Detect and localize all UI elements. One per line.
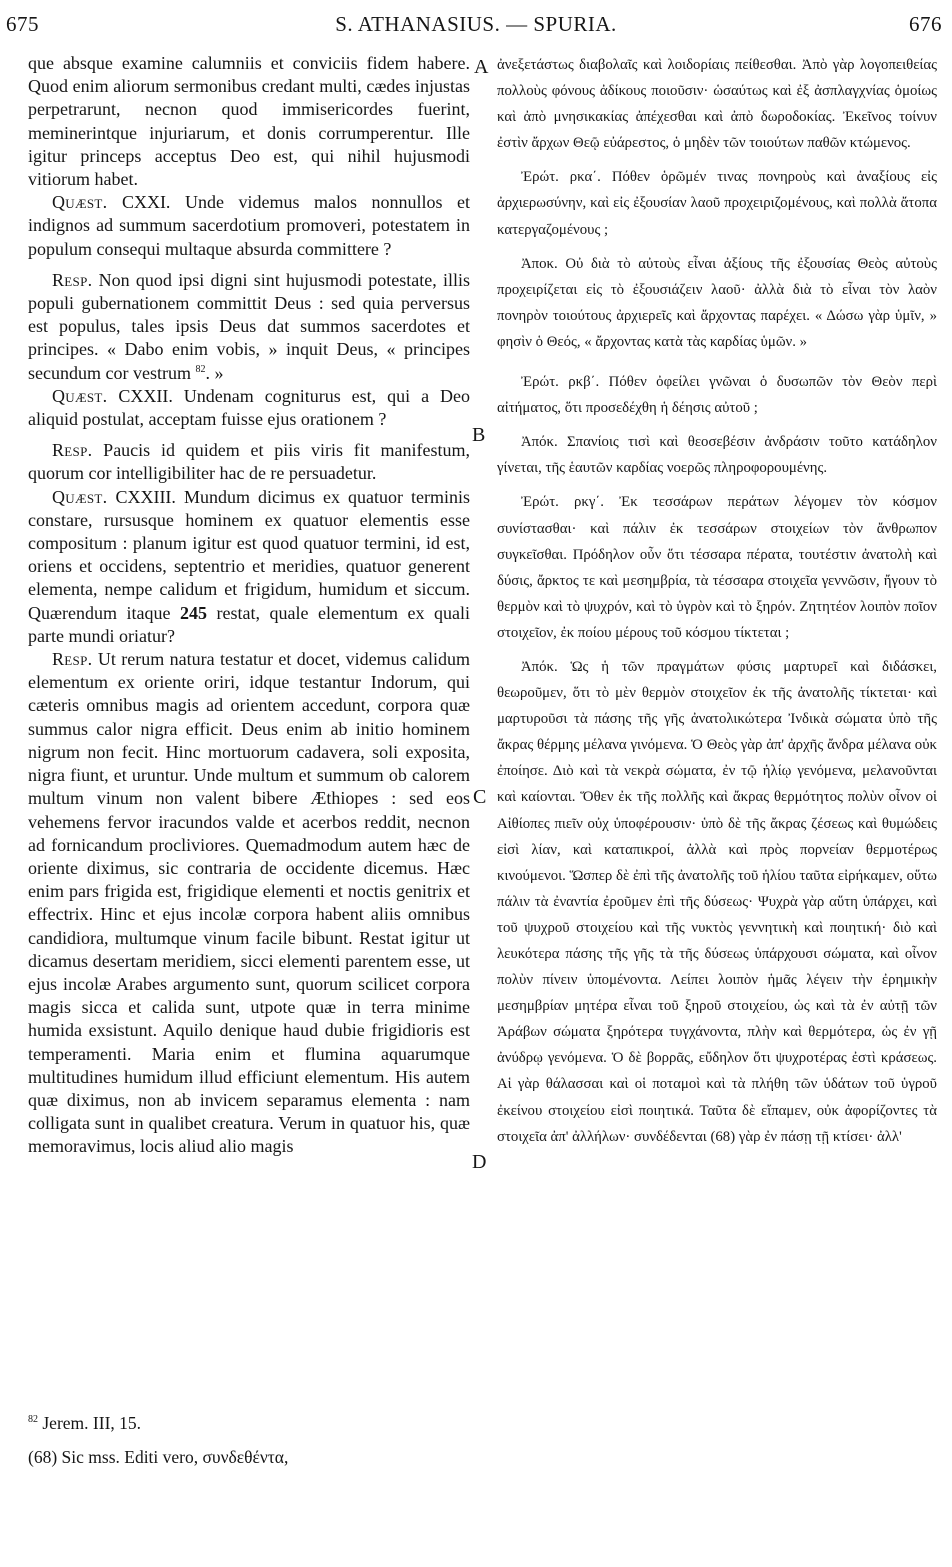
margin-letter-d: D (472, 1151, 487, 1173)
footnote-text: Jerem. III, 15. (38, 1413, 142, 1433)
answer-text-end: . » (205, 362, 224, 383)
margin-letter-c: C (473, 786, 487, 808)
column-number-245: 245 (180, 602, 207, 623)
answer-label: Resp. (52, 649, 93, 670)
footnote-82 (28, 1413, 141, 1434)
question-label: Quæst. (52, 385, 108, 406)
page-number-left: 675 (6, 12, 39, 36)
latin-question-122 (28, 385, 470, 431)
answer-text: Non quod ipsi digni sint hujusmodi potestate, illis populi gubernationem committit Deus : sed quia perversus est populus, tales ipsis Deus dat summos sacerdotes et principes. « Dabo enim vobis, » inquit Deus, « principes secundum cor vestrum (28, 269, 470, 383)
latin-answer-122 (28, 439, 470, 485)
margin-letter-a: A (474, 56, 489, 78)
answer-label: Resp. (52, 269, 93, 290)
footnote-mark: 82 (28, 1414, 38, 1426)
greek-answer-123: Ἀπόκ. Ὡς ἡ τῶν πραγμάτων φύσις μαρτυρεῖ καὶ διδάσκει, θεωροῦμεν, ὅτι τὸ μὲν θερμὸν στοιχεῖον ἐκ τῆς ἀνατολῆς τίκτεται· καὶ μαρτυροῦσι τὰ πάσης τῆς γῆς ἀνατολικώτερα Ἰνδικὰ σώματα ὑπὸ τῆς ἄκρας θέρμης μέλανα γινόμενα. Ὁ Θεὸς γὰρ ἀπ' ἀρχῆς ἄνδρα μέλανα οὐκ ἐποίησε. Διὸ καὶ τὰ νεκρὰ σώματα, ἐν τῷ ἡλίῳ γενόμενα, μελανοῦνται καὶ καίονται. Ὅθεν ἐκ τῆς πολλῆς καὶ ἄκρας θερμότητος πολὺν οἶνον οἱ Αἰθίοπες πιεῖν οὐχ ὑποφέρουσιν· ὑπὸ δὲ τῆς ἄκρας ζέσεως καὶ θυμώδεις εἰσὶ λίαν, καὶ καταπικροί, ἀλλὰ καὶ πρὸς πορνείαν θερμοτέρως κινούμενοι. Ὥσπερ δὲ ἐπὶ τῆς ἀνατολῆς τοῦ ἡλίου ταῦτα εἰρήκαμεν, οὕτω πάλιν τὰ ἐναντία ἐροῦμεν ἐπὶ τῆς δύσεως· Ψυχρὰ γὰρ αὕτη ὑπάρχει, καὶ τοῦ ψυχροῦ στοιχείου καὶ τῆς νυκτὸς γεννητικὴ καὶ ποιητική· διὸ καὶ λευκότερα πάσης τῆς γῆς τὰ τῆς δύσεως ὑπάρχουσι σώματα, καὶ οἶνον πολὺν πίνειν ὑπομένοντα. Λείπει λοιπὸν ἡμᾶς λέγειν τὴν ἐρημικὴν μεσημβρίαν μητέρα εἶναι τοῦ ξηροῦ στοιχείου, ὡς καὶ τὰ ἐν αὐτῇ τῶν Ἀράβων σώματα ξηρότερα τυγχάνοντα, πλὴν καὶ θερμότερα, ὡς ἐν γῇ ἀνύδρῳ γενόμενα. Ὁ δὲ βορρᾶς, εὔδηλον ὅτι ψυχροτέρας ἐστὶ κράσεως. Αἱ γὰρ θάλασσαι καὶ οἱ ποταμοὶ καὶ τὰ πλήθη τῶν ὑδάτων τοῦ ὑγροῦ ἐκείνου στοιχείου εἰσὶ ποιητικά. Ταῦτα δὲ εἴπαμεν, οὐκ ἀφορίζοντες τὰ στοιχεῖα ἀπ' ἀλλήλων· συνδέδενται (68) γὰρ ἐν πάσῃ τῇ κτίσει· ἀλλ' (497, 658, 937, 1145)
greek-column (497, 52, 937, 1150)
running-title: S. ATHANASIUS. — SPURIA. (335, 12, 617, 36)
greek-question-123: Ἐρώτ. ρκγ΄. Ἐκ τεσσάρων περάτων λέγομεν τὸν κόσμον συνίστασθαι· καὶ πάλιν ἐκ τεσσάρων στοιχείων τὸν ἄνθρωπον συγκεῖσθαι. Πρόδηλον οὖν ὅτι τέσσαρα πέρατα, τουτέστιν ἀνατολὴ καὶ δύσις, ἄρκτος τε καὶ μεσημβρία, τὰ τέσσαρα στοιχεῖα γεννῶσιν, ἤγουν τὸ θερμὸν καὶ τὸ ψυχρόν, καὶ τὸ ὑγρὸν καὶ τὸ ξηρόν. Ζητητέον λοιπὸν ποῖον στοιχεῖον, ἐκ ποίου μέρους τοῦ κόσμου τίκτεται ; (497, 494, 937, 641)
answer-text: Paucis id quidem et piis viris fit manifestum, quorum cor intelligibiliter hac de re persuadetur. (28, 440, 470, 484)
question-text: CXXIII. Mundum dicimus ex quatuor terminis constare, rursusque hominem ex quatuor elementis esse compositum : planum igitur est quod quatuor termini, id est, oriens et occidens, septentrio et meridies, quatuor generent elementa, nempe calidum et frigidum, humidum et siccum. Quærendum itaque (28, 486, 470, 623)
question-text: CXXI. Unde videmus malos nonnullos et indignos ad summum sacerdotium promoveri, potestatem in populum consequi multaque absurda committere ? (28, 192, 470, 259)
latin-column (28, 52, 470, 1159)
margin-letter-b: B (472, 424, 486, 446)
greek-question-121: Ἐρώτ. ρκα΄. Πόθεν ὁρῶμέν τινας πονηροὺς καὶ ἀναξίους εἰς ἀρχιερωσύνην, καὶ εἰς ἐξουσίαν λαοῦ προχειριζομένους, καὶ πολλὰ ἄτοπα κατεργαζομένους ; (497, 169, 937, 238)
answer-label: Resp. (52, 440, 93, 461)
question-label: Quæst. (52, 192, 108, 213)
latin-question-121 (28, 191, 470, 261)
footnote-ref-82: 82 (195, 363, 206, 375)
answer-text: Ut rerum natura testatur et docet, videmus calidum elementum ex oriente oriri, idque testantur Indorum, qui cæteris omnibus magis ad orientem accedunt, corpora quæ summus calor nigra efficit. Deus enim ab initio hominem nigrum non fecit. Hinc mortuorum cadavera, soli exposita, nigra fiunt, et uruntur. Unde multum et summum ob calorem multum vinum non valent bibere Æthiopes : sed eos vehemens fervor iracundos valde et acerbos reddit, necnon ad fornicandum procliviores. Quemadmodum autem hæc de oriente diximus, sic contraria de occidente dicemus. Hæc enim pars frigida est, frigidique elementi et noctis genitrix et effectrix. Hinc et ejus incolæ corpora habent aliis omnibus candidiora, multumque vinum facile bibunt. Restat igitur ut dicamus desertam meridiem, sicci elementi parentem esse, ut ejus incolæ Arabes argumento sunt, quorum scilicet corpora magis sicca et calida sunt, utpote quæ in terra minime humida exsistunt. Aquilo denique haud dubie frigidioris est temperamenti. Maria enim et flumina aquarumque multitudines humidum illud efficiunt elementum. His autem quæ diximus, non ab invicem separamus elementa : nam colligata sunt in qualibet creatura. Verum in quatuor his, quæ memoravimus, locis aliud alio magis (28, 649, 470, 1157)
greek-answer-121: Ἀποκ. Οὐ διὰ τὸ αὐτοὺς εἶναι ἀξίους τῆς ἐξουσίας Θεὸς αὐτοὺς προχειρίζεται εἰς τὸ ἐξουσιάζειν λαοῦ· ἀλλὰ διὰ τὸ εἶναι τὸν λαὸν πονηρὸν τοιούτους ἀρχιερεῖς καὶ ἄρχοντας παρέχει. « Δώσω γὰρ ὑμῖν, » φησὶν ὁ Θεός, « ἄρχοντας κατὰ τὰς καρδίας ὑμῶν. » (497, 255, 937, 350)
question-text: CXXII. Undenam cogniturus est, qui a Deo aliquid postulat, acceptam fuisse ejus orationem ? (28, 385, 470, 430)
running-header (0, 0, 952, 50)
greek-paragraph: ἀνεξετάστως διαβολαῖς καὶ λοιδορίαις πείθεσθαι. Ἀπὸ γὰρ λογοπειθείας πολλοὺς φόνους ἀδίκους ποιοῦσιν· ὡσαύτως καὶ ἐξ ἀσπλαγχνίας ὁμοίως καὶ ἀπὸ μνησικακίας ἀπέχεσθαι καὶ ἀπὸ δωροδοκίας. Ἐκεῖνος τοίνυν ἐστὶν ἄρχων Θεῷ εὐάρεστος, ὁ μηδὲν τῶν τοιούτων παθῶν κτώμενος. (497, 57, 937, 152)
greek-answer-122: Ἀπόκ. Σπανίοις τισὶ καὶ θεοσεβέσιν ἀνδράσιν τοῦτο κατάδηλον γίνεται, τῆς ἑαυτῶν καρδίας νοερῶς πληροφορουμένης. (497, 434, 937, 477)
latin-answer-121 (28, 269, 470, 385)
latin-paragraph: que absque examine calumniis et conviciis fidem habere. Quod enim aliorum sermonibus credant multi, cædes injustas perpetrarunt, necnon quod immisericordes fuerint, meminerintque injuriarum, et donis corrumperentur. Ille igitur princeps acceptus Deo est, qui nihil hujusmodi vitiorum habet. (28, 53, 470, 190)
greek-question-122: Ἐρώτ. ρκβ΄. Πόθεν ὀφείλει γνῶναι ὁ δυσωπῶν τὸν Θεὸν περὶ αἰτήματος, ὅτι προσεδέχθη ἡ δέησις αὐτοῦ ; (497, 374, 937, 417)
question-label: Quæst. (52, 486, 108, 507)
latin-answer-123 (28, 648, 470, 1158)
footnote-68: (68) Sic mss. Editi vero, συνδεθέντα, (28, 1447, 289, 1467)
question-text-end: restat, quale elementum ex quali parte mundi oriatur? (28, 602, 470, 646)
page-number-right: 676 (909, 12, 942, 36)
latin-question-123 (28, 486, 470, 648)
